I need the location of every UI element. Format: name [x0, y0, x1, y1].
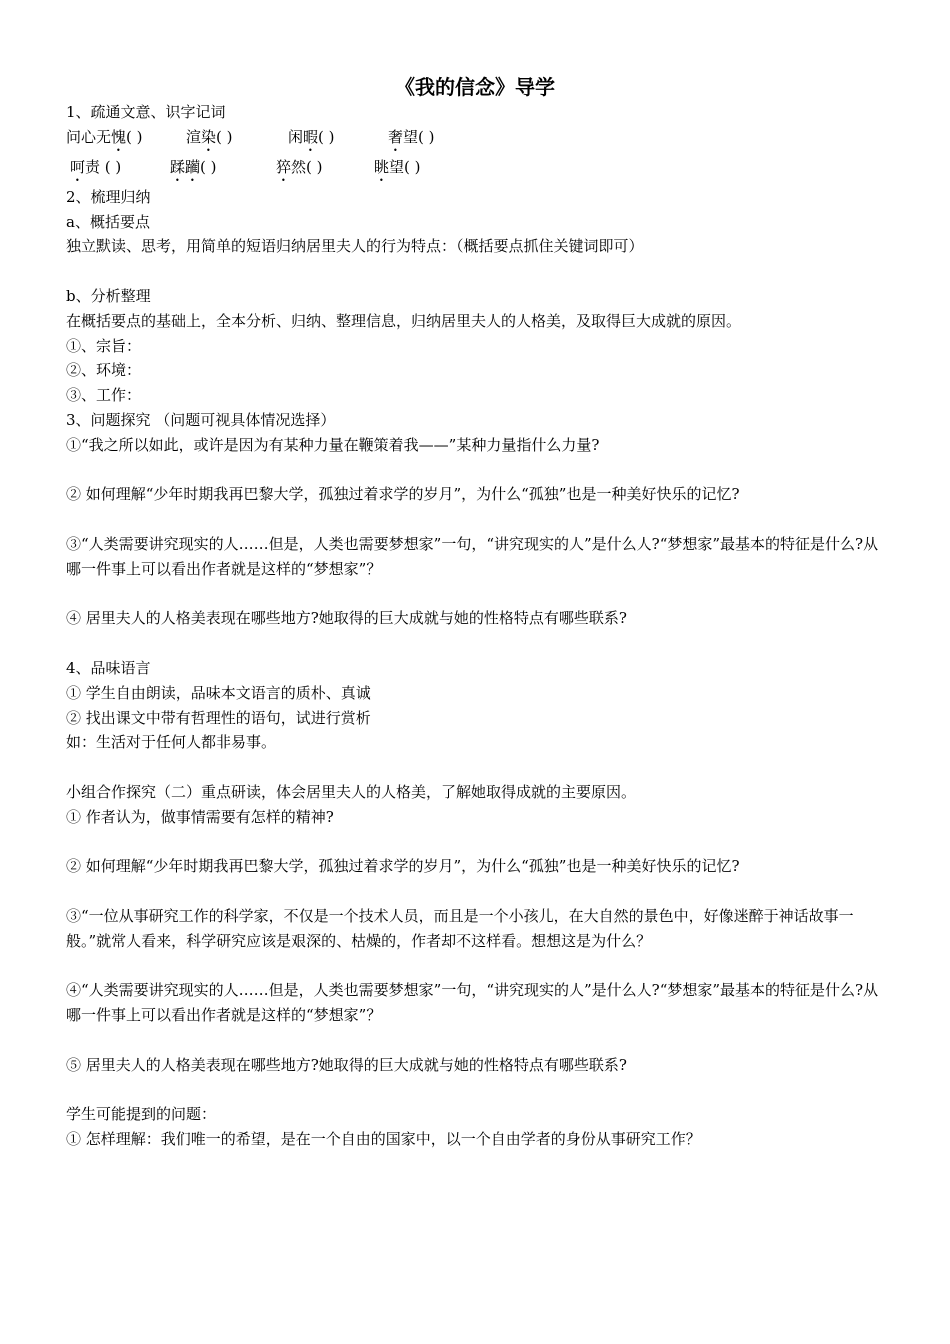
section-2b-heading: b、分析整理	[66, 286, 151, 305]
question-item: ② 如何理解“少年时期我再巴黎大学，孤独过着求学的岁月”，为什么“孤独”也是一种美好快乐的记忆?	[66, 857, 740, 876]
section-2b-text: 在概括要点的基础上，全本分析、归纳、整理信息，归纳居里夫人的人格美，及取得巨大成就的原因。	[66, 311, 742, 330]
blank-line	[66, 458, 888, 483]
blank-line	[66, 830, 888, 855]
question-item: ①“我之所以如此，或许是因为有某种力量在鞭策着我——”某种力量指什么力量?	[66, 435, 600, 454]
list-item: ②、环境：	[66, 361, 142, 380]
blank-line	[66, 879, 888, 904]
list-item: 如：生活对于任何人都非易事。	[66, 733, 277, 752]
blank-line	[66, 507, 888, 532]
question-item: ① 作者认为，做事情需要有怎样的精神?	[66, 807, 334, 826]
document-body	[66, 100, 888, 1152]
question-item: ④ 居里夫人的人格美表现在哪些地方?她取得的巨大成就与她的性格特点有哪些联系?	[66, 609, 627, 628]
list-item: ①、宗旨：	[66, 336, 142, 355]
vocab-item: 眺望( )	[374, 157, 421, 176]
vocab-row-2	[66, 155, 888, 185]
vocab-item: 呵责 ( )	[70, 157, 122, 176]
question-item: ③“人类需要讲究现实的人……但是，人类也需要梦想家”一句，“讲究现实的人”是什么人?“梦想家”最基本的特征是什么?从哪一件事上可以看出作者就是这样的“梦想家”？	[66, 534, 879, 578]
blank-line	[66, 1077, 888, 1102]
question-item: ① 怎样理解：我们唯一的希望，是在一个自由的国家中，以一个自由学者的身份从事研究工作？	[66, 1130, 701, 1149]
question-item: ⑤ 居里夫人的人格美表现在哪些地方?她取得的巨大成就与她的性格特点有哪些联系?	[66, 1055, 627, 1074]
blank-line	[66, 755, 888, 780]
group-heading: 小组合作探究（二）重点研读，体会居里夫人的人格美，了解她取得成就的主要原因。	[66, 782, 637, 801]
question-item: ② 如何理解“少年时期我再巴黎大学，孤独过着求学的岁月”，为什么“孤独”也是一种美好快乐的记忆?	[66, 485, 740, 504]
vocab-row-1	[66, 125, 888, 155]
list-item: ② 找出课文中带有哲理性的语句，试进行赏析	[66, 708, 371, 727]
blank-line	[66, 1028, 888, 1053]
vocab-item: 蹂躏( )	[170, 157, 217, 176]
blank-line	[66, 259, 888, 284]
possible-heading: 学生可能提到的问题：	[66, 1105, 217, 1124]
section-2a-heading: a、概括要点	[66, 212, 150, 231]
vocab-item: 奢望( )	[388, 127, 435, 146]
list-item: ③、工作：	[66, 386, 142, 405]
blank-line	[66, 631, 888, 656]
question-item: ④“人类需要讲究现实的人……但是，人类也需要梦想家”一句，“讲究现实的人”是什么人?“梦想家”最基本的特征是什么?从哪一件事上可以看出作者就是这样的“梦想家”？	[66, 981, 879, 1025]
section-4-heading: 4、品味语言	[66, 658, 151, 677]
vocab-item: 渲染( )	[186, 127, 233, 146]
section-2-heading: 2、梳理归纳	[66, 187, 151, 206]
blank-line	[66, 582, 888, 607]
question-item: ③“一位从事研究工作的科学家，不仅是一个技术人员，而且是一个小孩儿，在大自然的景色中，好像迷醉于神话故事一般。”就常人看来，科学研究应该是艰深的、枯燥的，作者却不这样看。想想这是为什么？	[66, 906, 854, 950]
vocab-item: 闲暇( )	[288, 127, 335, 146]
document-title: 《我的信念》导学	[395, 75, 555, 99]
section-3-heading: 3、问题探究 （问题可视具体情况选择）	[66, 410, 336, 429]
blank-line	[66, 954, 888, 979]
vocab-item: 猝然( )	[276, 157, 323, 176]
list-item: ① 学生自由朗读，品味本文语言的质朴、真诚	[66, 683, 371, 702]
section-1-heading: 1、疏通文意、识字记词	[66, 103, 226, 121]
section-2a-text: 独立默读、思考，用简单的短语归纳居里夫人的行为特点：（概括要点抓住关键词即可）	[66, 237, 644, 256]
vocab-item: 问心无愧( )	[66, 127, 143, 146]
